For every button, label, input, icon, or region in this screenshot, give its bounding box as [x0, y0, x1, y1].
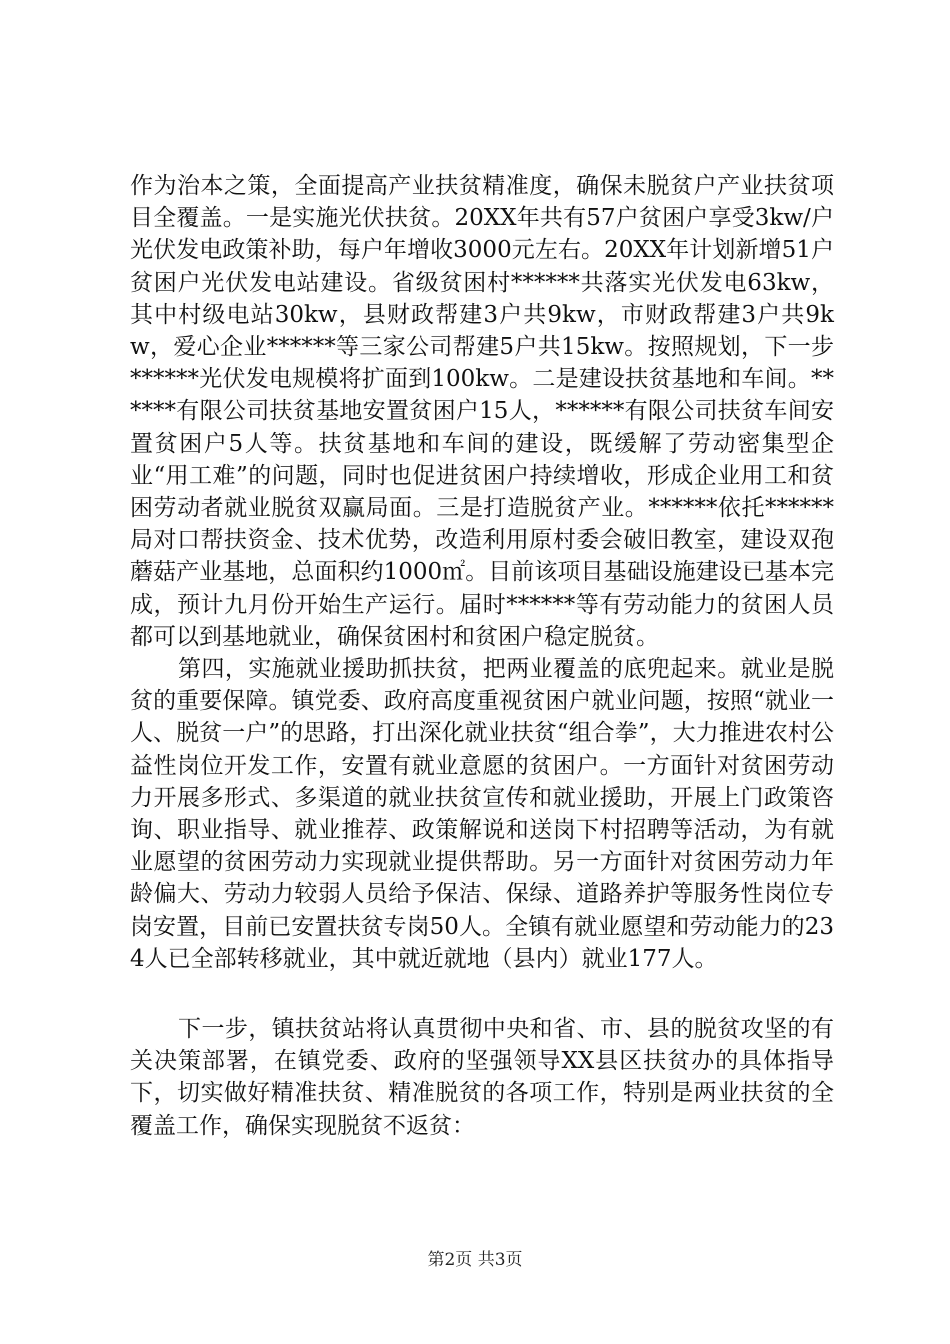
- page-number-footer: 第2页 共3页: [427, 1250, 523, 1270]
- paragraph-employment-assistance: 第四，实施就业援助抓扶贫，把两业覆盖的底兜起来。就业是脱贫的重要保障。镇党委、政府高度重视贫困户就业问题，按照“就业一人、脱贫一户”的思路，打出深化就业扶贫“组合拳”，大力推进农村公益性岗位开发工作，安置有就业意愿的贫困户。一方面针对贫困劳动力开展多形式、多渠道的就业扶贫宣传和就业援助，开展上门政策咨询、职业指导、就业推荐、政策解说和送岗下村招聘等活动，为有就业愿望的贫困劳动力实现就业提供帮助。另一方面针对贫困劳动力年龄偏大、劳动力较弱人员给予保洁、保绿、道路养护等服务性岗位专岗安置，目前已安置扶贫专岗50人。全镇有就业愿望和劳动能力的234人已全部转移就业，其中就近就地（县内）就业177人。: [130, 656, 834, 972]
- document-body: [130, 170, 834, 1142]
- paragraph-next-steps: 下一步，镇扶贫站将认真贯彻中央和省、市、县的脱贫攻坚的有关决策部署，在镇党委、政府的坚强领导XX县区扶贫办的具体指导下，切实做好精准扶贫、精准脱贫的各项工作，特别是两业扶贫的全覆盖工作，确保实现脱贫不返贫：: [130, 1016, 834, 1139]
- paragraph-industry-poverty-relief: 作为治本之策，全面提高产业扶贫精准度，确保未脱贫户产业扶贫项目全覆盖。一是实施光伏扶贫。20XX年共有57户贫困户享受3kw/户光伏发电政策补助，每户年增收3000元左右。20XX年计划新增51户贫困户光伏发电站建设。省级贫困村******共落实光伏发电63kw，其中村级电站30kw，县财政帮建3户共9kw，市财政帮建3户共9kw，爱心企业******等三家公司帮建5户共15kw。按照规划，下一步******光伏发电规模将扩面到100kw。二是建设扶贫基地和车间。******有限公司扶贫基地安置贫困户15人，******有限公司扶贫车间安置贫困户5人等。扶贫基地和车间的建设，既缓解了劳动密集型企业“用工难”的问题，同时也促进贫困户持续增收，形成企业用工和贫困劳动者就业脱贫双赢局面。三是打造脱贫产业。******依托******局对口帮扶资金、技术优势，改造利用原村委会破旧教室，建设双孢蘑菇产业基地，总面积约1000㎡。目前该项目基础设施建设已基本完成，预计九月份开始生产运行。届时******等有劳动能力的贫困人员都可以到基地就业，确保贫困村和贫困户稳定脱贫。: [130, 173, 834, 650]
